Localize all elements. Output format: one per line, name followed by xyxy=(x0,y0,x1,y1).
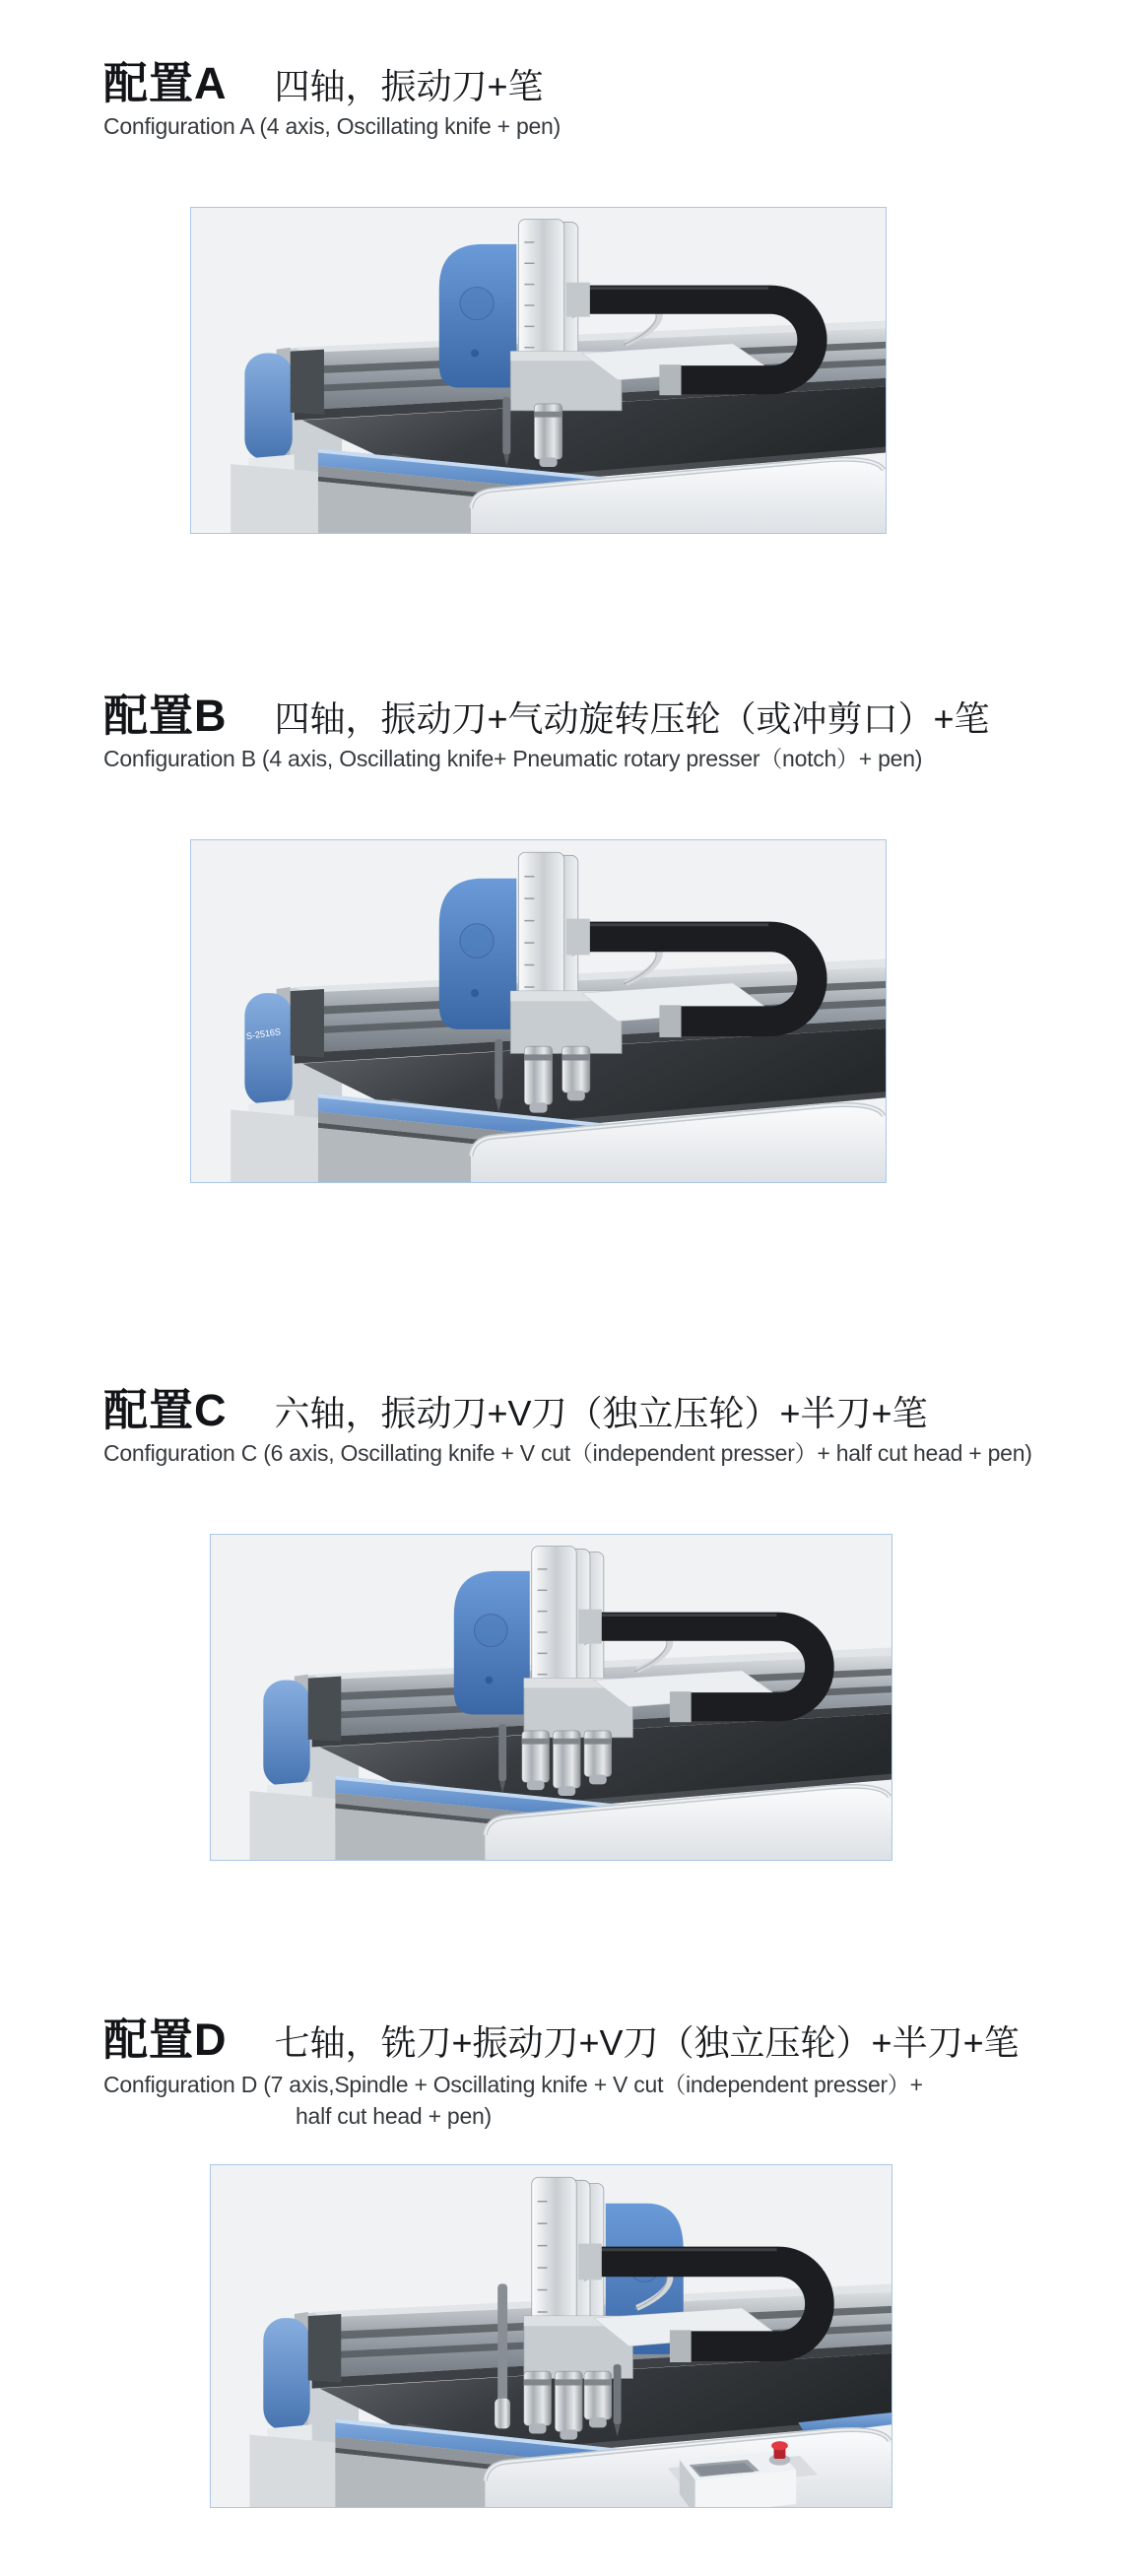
config-c-code: 配置C xyxy=(103,1385,228,1435)
config-d-code: 配置D xyxy=(103,2015,228,2065)
tool-cylinder xyxy=(584,2371,612,2419)
config-b-heading xyxy=(103,680,990,744)
config-b-subtitle-en: Configuration B (4 axis, Oscillating knife+ Pneumatic rotary presser（notch）+ pen) xyxy=(103,746,923,771)
machine-render-config-d xyxy=(210,2164,892,2508)
motor-housing xyxy=(439,244,517,388)
machine-model-label: S-2516S xyxy=(245,1026,282,1042)
tool-cylinder xyxy=(584,1731,612,1777)
motor-housing xyxy=(439,879,517,1029)
machine-render-config-a xyxy=(190,207,887,534)
config-a-subtitle-en: Configuration A (4 axis, Oscillating knife + pen) xyxy=(103,113,561,139)
machine-render-config-c xyxy=(210,1534,892,1861)
tool-cylinder xyxy=(562,1046,590,1092)
config-c-subtitle-zh: 六轴，振动刀+V刀（独立压轮）+半刀+笔 xyxy=(274,1393,928,1433)
config-a-heading xyxy=(103,47,544,111)
spindle-tool xyxy=(497,2283,507,2404)
pen-tool xyxy=(614,2364,622,2424)
pen-tool xyxy=(498,1724,506,1781)
config-c-subtitle-en: Configuration C (6 axis, Oscillating knife + V cut（independent presser）+ half cut head + pen) xyxy=(103,1440,1032,1466)
config-d-subtitle-zh: 七轴，铣刀+振动刀+V刀（独立压轮）+半刀+笔 xyxy=(274,2022,1020,2063)
machine-render-config-b xyxy=(190,839,887,1183)
config-b-subtitle-zh: 四轴，振动刀+气动旋转压轮（或冲剪口）+笔 xyxy=(274,698,990,739)
pen-tool xyxy=(502,397,510,454)
config-d-subtitle-en: Configuration D (7 axis,Spindle + Oscillating knife + V cut（independent presser）+ half cut head + pen) xyxy=(103,2072,923,2129)
config-d-heading xyxy=(103,2004,1020,2068)
config-c-heading xyxy=(103,1374,928,1438)
motor-housing xyxy=(454,1571,530,1715)
config-a-code: 配置A xyxy=(103,58,228,108)
config-b-code: 配置B xyxy=(103,691,228,741)
pen-tool xyxy=(495,1039,502,1099)
config-a-subtitle-zh: 四轴，振动刀+笔 xyxy=(274,66,544,106)
